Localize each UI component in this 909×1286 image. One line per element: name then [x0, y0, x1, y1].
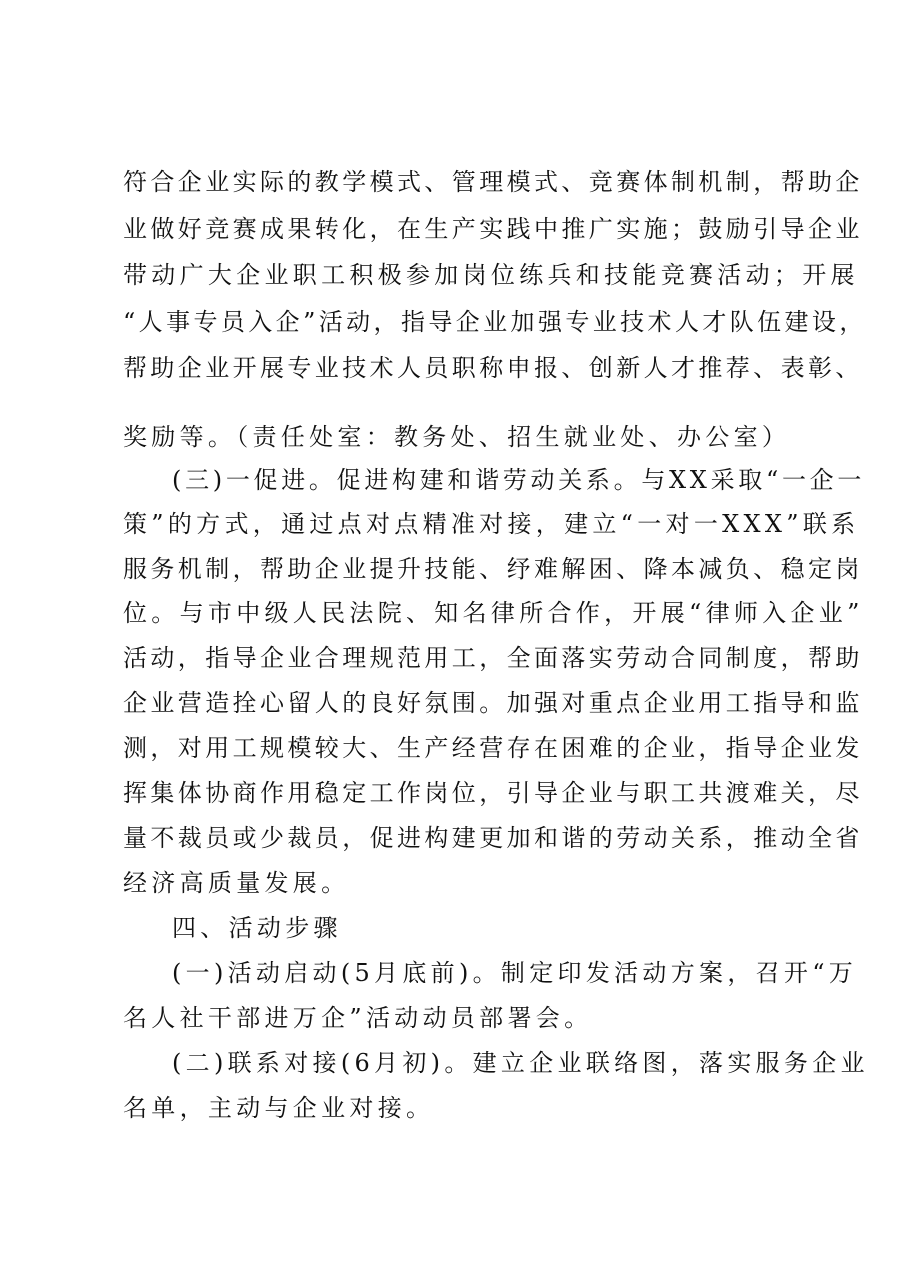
text-line: 服务机制，帮助企业提升技能、纾难解困、降本减负、稳定岗 [123, 555, 863, 583]
text-line: “人事专员入企”活动，指导企业加强专业技术人才队伍建设， [123, 308, 867, 336]
text-line: 奖励等。（责任处室：教务处、招生就业处、办公室） [123, 423, 791, 451]
text-line: 挥集体协商作用稳定工作岗位，引导企业与职工共渡难关，尽 [123, 779, 863, 807]
text-line: (二)联系对接(6月初)。建立企业联络图，落实服务企业 [172, 1049, 869, 1077]
text-line: 位。与市中级人民法院、知名律所合作，开展“律师入企业” [123, 599, 864, 627]
text-line: 名人社干部进万企”活动动员部署会。 [123, 1004, 593, 1032]
text-line: (三)一促进。促进构建和谐劳动关系。与XX采取“一企一 [172, 466, 866, 494]
text-line: 业做好竞赛成果转化，在生产实践中推广实施；鼓励引导企业 [123, 215, 863, 243]
text-line: 测，对用工规模较大、生产经营存在困难的企业，指导企业发 [123, 734, 863, 762]
text-line: 帮助企业开展专业技术人员职称申报、创新人才推荐、表彰、 [123, 354, 863, 382]
section-heading: 四、活动步骤 [172, 914, 342, 942]
text-line: 带动广大企业职工积极参加岗位练兵和技能竞赛活动；开展 [123, 261, 859, 289]
text-line: 符合企业实际的教学模式、管理模式、竞赛体制机制，帮助企 [123, 168, 863, 196]
text-line: 企业营造拴心留人的良好氛围。加强对重点企业用工指导和监 [123, 689, 863, 717]
text-line: (一)活动启动(5月底前)。制定印发活动方案，召开“万 [172, 959, 858, 987]
text-line: 策”的方式，通过点对点精准对接，建立“一对一XXX”联系 [123, 510, 860, 538]
text-line: 经济高质量发展。 [123, 869, 350, 897]
text-line: 活动，指导企业合理规范用工，全面落实劳动合同制度，帮助 [123, 644, 863, 672]
text-line: 量不裁员或少裁员，促进构建更加和谐的劳动关系，推动全省 [123, 824, 863, 852]
text-line: 名单，主动与企业对接。 [123, 1094, 435, 1122]
